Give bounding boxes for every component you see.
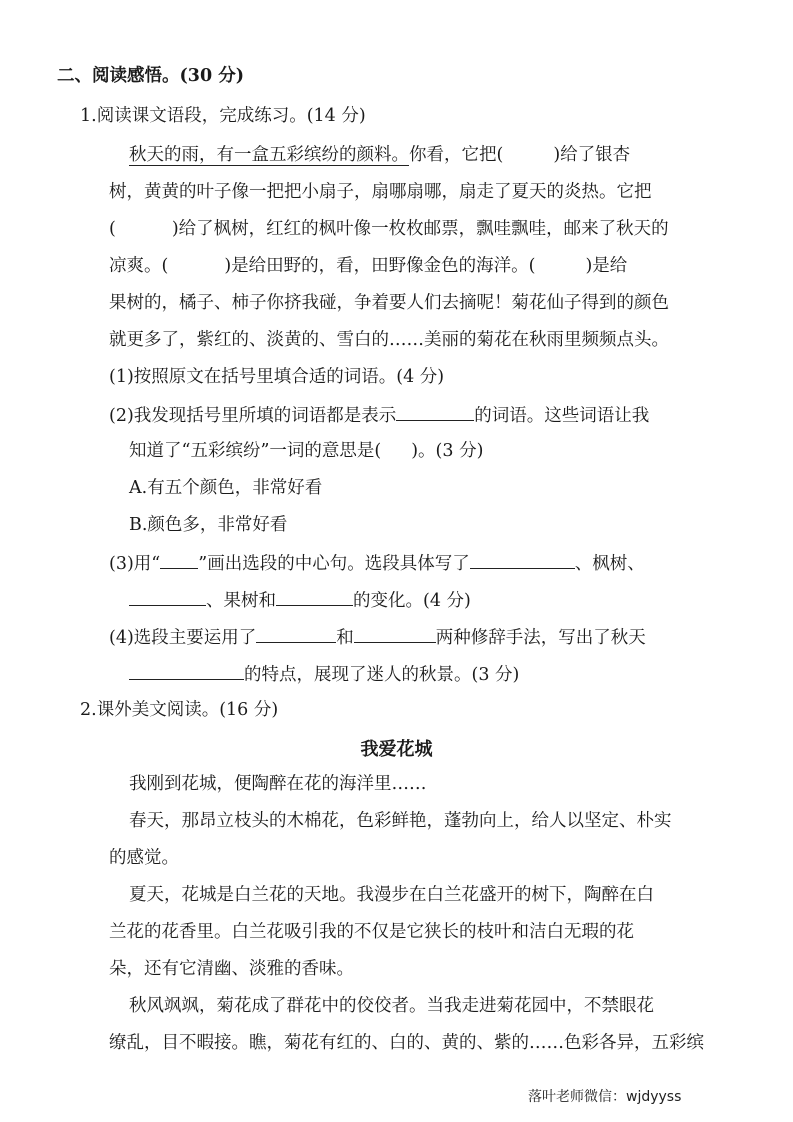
answer-blank-6[interactable] [354,624,436,643]
answer-blank-2[interactable] [470,550,575,569]
sub-question-4-cont [129,661,519,687]
passage-text: 凉爽。( [109,256,169,276]
sub-question-4 [109,624,646,650]
passage-line-2: 树，黄黄的叶子像一把把小扇子，扇哪扇哪，扇走了夏天的炎热。它把 [109,182,652,202]
question-text: (2)我发现括号里所填的词语都是表示 [109,406,397,426]
sub-question-3 [109,550,645,576]
passage-line-1 [129,143,630,167]
question-text: (4)选段主要运用了 [109,628,257,648]
article-p2-line1: 春天，那昂立枝头的木棉花，色彩鲜艳，蓬勃向上，给人以坚定、朴实 [129,811,672,831]
question-text: 两种修辞手法，写出了秋天 [435,628,646,648]
underline-sample [160,550,198,569]
article-p3-line2: 兰花的花香里。白兰花吸引我的不仅是它狭长的枝叶和洁白无瑕的花 [109,922,634,942]
question-text: 的特点，展现了迷人的秋景。(3 分) [244,665,520,685]
q2-heading: 2.课外美文阅读。(16 分) [80,700,279,720]
passage-text: )是给田野的，看，田野像金色的海洋。( [224,256,536,276]
question-text: 知道了“五彩缤纷”一词的意思是( [129,441,382,461]
sub-question-3-cont [129,587,471,613]
answer-blank-7[interactable] [129,661,244,680]
passage-text: )给了银杏 [553,145,631,165]
sub-question-2 [109,402,649,428]
passage-text: )是给 [585,256,628,276]
answer-blank-3[interactable] [129,587,206,606]
sub-question-2-cont [129,439,483,463]
answer-blank-1[interactable] [396,402,474,421]
passage-line-4 [109,254,627,278]
central-sentence: 秋天的雨，有一盒五彩缤纷的颜料。 [129,145,409,165]
question-text: 的词语。这些词语让我 [474,406,650,426]
question-text: )。(3 分) [411,441,484,461]
answer-blank-4[interactable] [276,587,353,606]
article-p4-line1: 秋风飒飒，菊花成了群花中的佼佼者。当我走进菊花园中，不禁眼花 [129,996,654,1016]
passage-line-5: 果树的，橘子、柿子你挤我碰，争着要人们去摘呢！菊花仙子得到的颜色 [109,293,669,313]
article-p4-line2: 缭乱，目不暇接。瞧，菊花有红的、白的、黄的、紫的……色彩各异，五彩缤 [109,1033,704,1053]
question-text: (3)用“ [109,554,161,574]
question-text: 、果树和 [206,591,276,611]
option-a[interactable]: A.有五个颜色，非常好看 [129,478,323,498]
question-text: 的变化。(4 分) [353,591,471,611]
article-p3-line3: 朵，还有它清幽、淡雅的香味。 [109,959,354,979]
article-p3-line1: 夏天，花城是白兰花的天地。我漫步在白兰花盛开的树下，陶醉在白 [129,885,654,905]
passage-text: 你看，它把( [409,145,504,165]
question-text: 、枫树、 [574,554,645,574]
passage-text: ( [109,219,116,239]
article-p1: 我刚到花城，便陶醉在花的海洋里…… [129,774,427,794]
passage-text: )给了枫树，红红的枫叶像一枚枚邮票，飘哇飘哇，邮来了秋天的 [171,219,669,239]
sub-question-1: (1)按照原文在括号里填合适的词语。(4 分) [109,367,445,387]
article-title: 我爱花城 [360,739,433,760]
question-text: ”画出选段的中心句。选段具体写了 [198,554,470,574]
question-text: 和 [336,628,354,648]
q1-heading: 1.阅读课文语段，完成练习。(14 分) [80,106,366,126]
passage-line-6: 就更多了，紫红的、淡黄的、雪白的……美丽的菊花在秋雨里频频点头。 [109,330,669,350]
section-heading: 二、阅读感悟。(30 分) [57,66,245,86]
article-p2-line2: 的感觉。 [109,848,179,868]
footer-watermark: 落叶老师微信：wjdyyss [528,1089,682,1105]
passage-line-3 [109,217,669,241]
option-b[interactable]: B.颜色多，非常好看 [129,515,288,535]
answer-blank-5[interactable] [256,624,336,643]
